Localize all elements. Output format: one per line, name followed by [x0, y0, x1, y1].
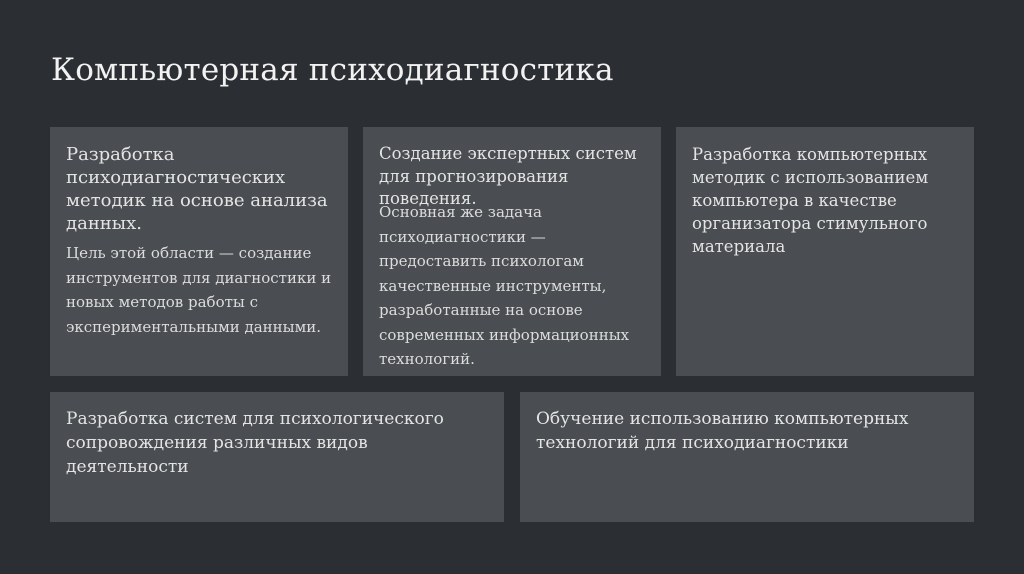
card-heading: Создание экспертных систем для прогнозирования поведения. [379, 144, 637, 208]
card-body: Цель этой области — создание инструментов для диагностики и новых методов работы с экспериментальными данными. [66, 244, 332, 336]
card-training [520, 392, 974, 522]
card-heading: Разработка психодиагностических методик на основе анализа данных. [66, 144, 328, 234]
card-support-systems [50, 392, 504, 522]
card-heading: Разработка систем для психологического сопровождения различных видов деятельности [66, 409, 444, 477]
card-heading: Обучение использованию компьютерных технологий для психодиагностики [536, 409, 909, 453]
card-computer-methods [676, 127, 974, 376]
card-body: Основная же задача психодиагностики — предоставить психологам качественные инструменты, разработанные на основе современных информационных технологий. [379, 203, 630, 368]
card-data-analysis-methods [50, 127, 348, 376]
card-expert-systems [363, 127, 661, 376]
card-heading: Разработка компьютерных методик с использованием компьютера в качестве организатора стимульного материала [692, 145, 929, 256]
slide-title: Компьютерная психодиагностика [51, 52, 614, 88]
